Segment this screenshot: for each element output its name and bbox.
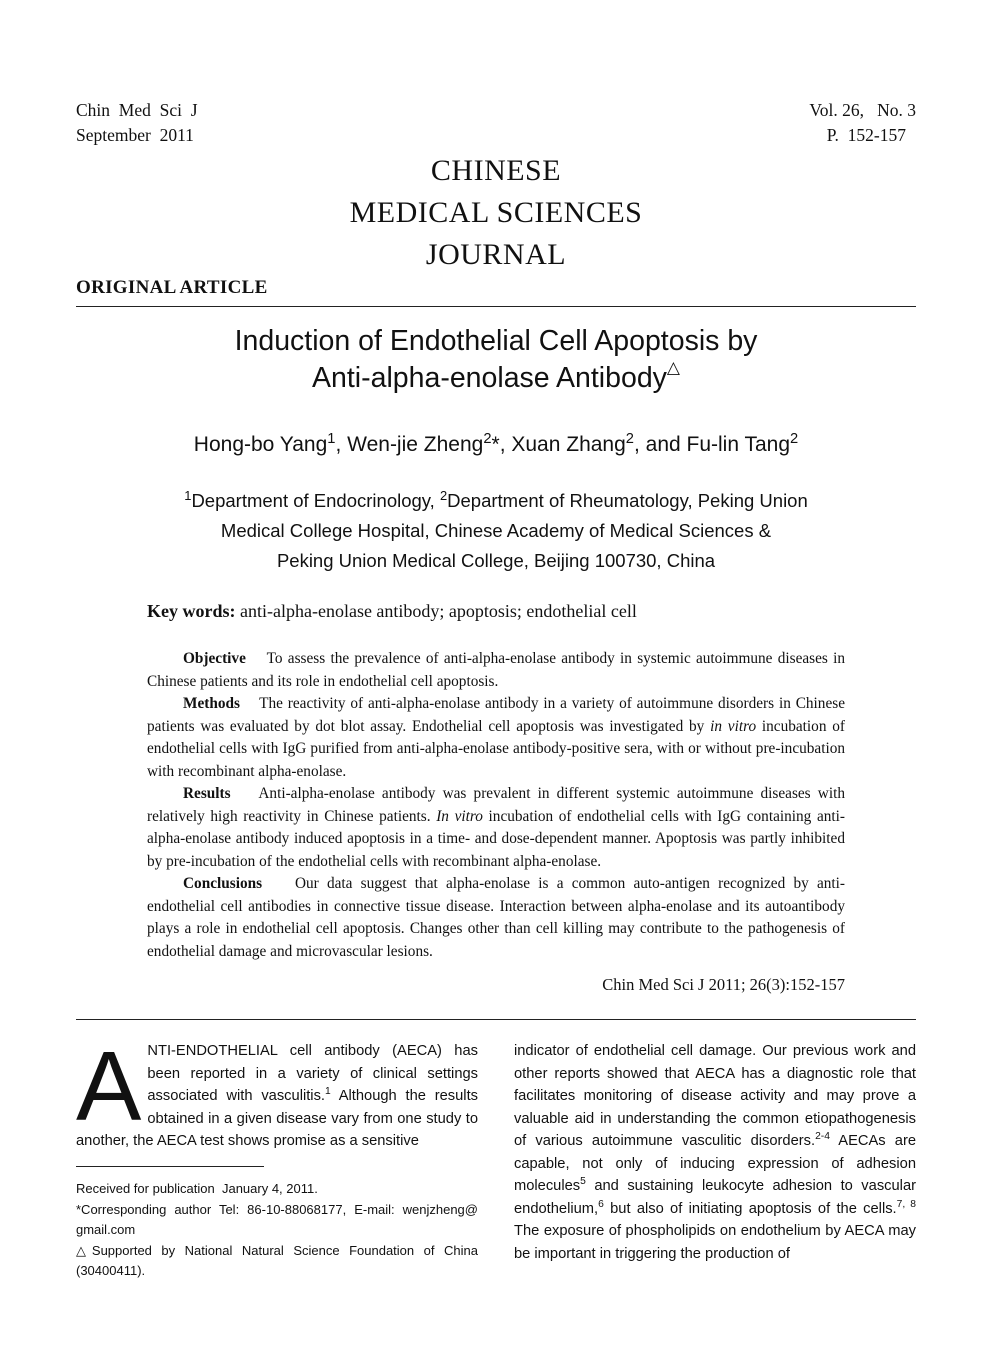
section-label: ORIGINAL ARTICLE [76,277,268,298]
body-text: and sustaining leukocyte adhesion to vascular endothelium, [514,1178,916,1217]
body-text: The exposure of phospholipids on endothelium by AECA may be important in triggering the production of [514,1223,916,1262]
title-line: Induction of Endothelial Cell Apoptosis by [234,325,758,357]
footnote-funding: △Supported by National Natural Science Foundation of China (30400411). [76,1242,478,1278]
volume-issue: Vol. 26, No. 3 [809,100,916,120]
corresponding-star: * [491,433,500,456]
affiliation-ref: 1 [327,431,336,447]
abstract-text: incubation of endothelial cells with IgG purified from anti-alpha-enolase antibody-positive sera, with or without pre-incubation with recombinant alpha-enolase. [147,717,845,780]
author-separator: , [335,433,348,456]
reference-mark: 7, 8 [896,1198,916,1210]
abstract-text: The reactivity of anti-alpha-enolase antibody in a variety of autoimmune disorders in Chinese patients was evaluated by dot blot assay. Endothelial cell apoptosis was investigated by [147,695,845,735]
abstract-heading: Conclusions [183,875,263,892]
abstract-text: Anti-alpha-enolase antibody was prevalent in different systemic autoimmune diseases with relatively high reactivity in Chinese patients. [147,785,845,825]
funding-mark: △ [666,358,680,377]
keywords [147,601,637,622]
footnote-corresponding: *Corresponding author Tel: 86-10-88068177, E-mail: wenjzheng@ gmail.com [76,1201,478,1237]
journal-name [0,150,992,276]
affiliation-ref: 2 [790,431,799,447]
body-right-column [514,1040,916,1265]
abstract-results [147,783,845,873]
keywords-label: Key words: [147,601,236,621]
abstract-italic: in vitro [710,717,757,735]
affiliation-ref: 2 [483,431,492,447]
author-name: Hong-bo Yang [193,433,328,456]
reference-mark: 1 [325,1086,331,1098]
abstract-heading: Methods [183,695,240,712]
footnote-divider [76,1166,264,1167]
author-separator: , [499,433,512,456]
abstract-methods [147,693,845,783]
footnotes [76,1179,478,1282]
author-name: Fu-lin Tang [686,433,791,456]
abstract-text: To assess the prevalence of anti-alpha-enolase antibody in systemic autoimmune diseases in Chinese patients and its role in endothelial cell apoptosis. [147,650,845,690]
abstract [147,648,845,963]
author-list [0,431,992,459]
body-text: but also of initiating apoptosis of the cells. [603,1200,897,1217]
abstract-conclusions [147,873,845,963]
reference-mark: 2-4 [815,1131,830,1143]
journal-name-line: JOURNAL [425,238,567,271]
reference-mark: 6 [598,1198,604,1210]
citation: Chin Med Sci J 2011; 26(3):152-157 [602,975,845,994]
body-left-column [76,1031,478,1153]
body-text: indicator of endothelial cell damage. Our previous work and other reports showed that AECA has a diagnostic role that facilitates monitoring of disease activity and may prove a valuable aid in understanding the common etiopathogenesis of various autoimmune vasculitic disorders. [514,1043,916,1149]
footnote-received: Received for publication January 4, 2011. [76,1181,318,1196]
drop-cap: A [76,1031,142,1141]
journal-name-line: MEDICAL SCIENCES [349,196,643,229]
affiliation-text: Department of Endocrinology, [191,490,440,511]
abstract-italic: In vitro [436,807,483,825]
affiliation-line [0,486,992,516]
author-name: Xuan Zhang [511,433,626,456]
abstract-heading: Results [183,785,231,802]
affiliation-text: Department of Rheumatology, Peking Union [447,490,808,511]
affiliation-line: Medical College Hospital, Chinese Academy of Medical Sciences & [220,520,772,541]
affiliation-ref: 2 [625,431,634,447]
body-text: Although the results obtained in a given disease vary from one study to another, the AECA test shows promise as a sensitive [76,1088,478,1149]
issue-date: September 2011 [76,125,194,145]
page-range: P. 152-157 [826,125,906,145]
affiliation-number: 1 [184,487,192,503]
affiliations [0,486,992,576]
abstract-text: incubation of endothelial cells with IgG containing anti-alpha-enolase antibody induced apoptosis in a time- and dose-dependent manner. Apoptosis was partly inhibited by pre-incubation of the endothelial cells with recombinant alpha-enolase. [147,807,845,870]
article-title [0,323,992,397]
journal-name-line: CHINESE [430,154,562,187]
author-separator: , and [633,433,687,456]
abstract-text: Our data suggest that alpha-enolase is a common auto-antigen recognized by anti-endothelial cell antibodies in connective tissue disease. Interaction between alpha-enolase and its autoantibody plays a role in endothelial cell apoptosis. Changes other than cell killing may contribute to the pathogenesis of endothelial damage and microvascular lesions. [147,875,846,960]
title-line-2 [0,360,992,397]
affiliation-number: 2 [439,487,448,503]
running-header-right [809,98,916,148]
journal-abbrev: Chin Med Sci J [76,100,198,120]
abstract-heading: Objective [183,650,246,667]
body-text: NTI-ENDOTHELIAL cell antibody (AECA) has been reported in a variety of clinical settings associated with vasculitis. [147,1043,478,1104]
reference-mark: 5 [580,1176,586,1188]
body-text: AECAs are capable, not only of inducing expression of adhesion molecules [514,1133,917,1194]
affiliation-line: Peking Union Medical College, Beijing 100730, China [276,550,716,571]
running-header-left [76,98,198,148]
author-name: Wen-jie Zheng [347,433,484,456]
section-divider [76,306,916,307]
abstract-divider [76,1019,916,1020]
abstract-objective [147,648,845,693]
title-line: Anti-alpha-enolase Antibody [312,362,667,394]
keywords-text: anti-alpha-enolase antibody; apoptosis; endothelial cell [235,601,637,621]
